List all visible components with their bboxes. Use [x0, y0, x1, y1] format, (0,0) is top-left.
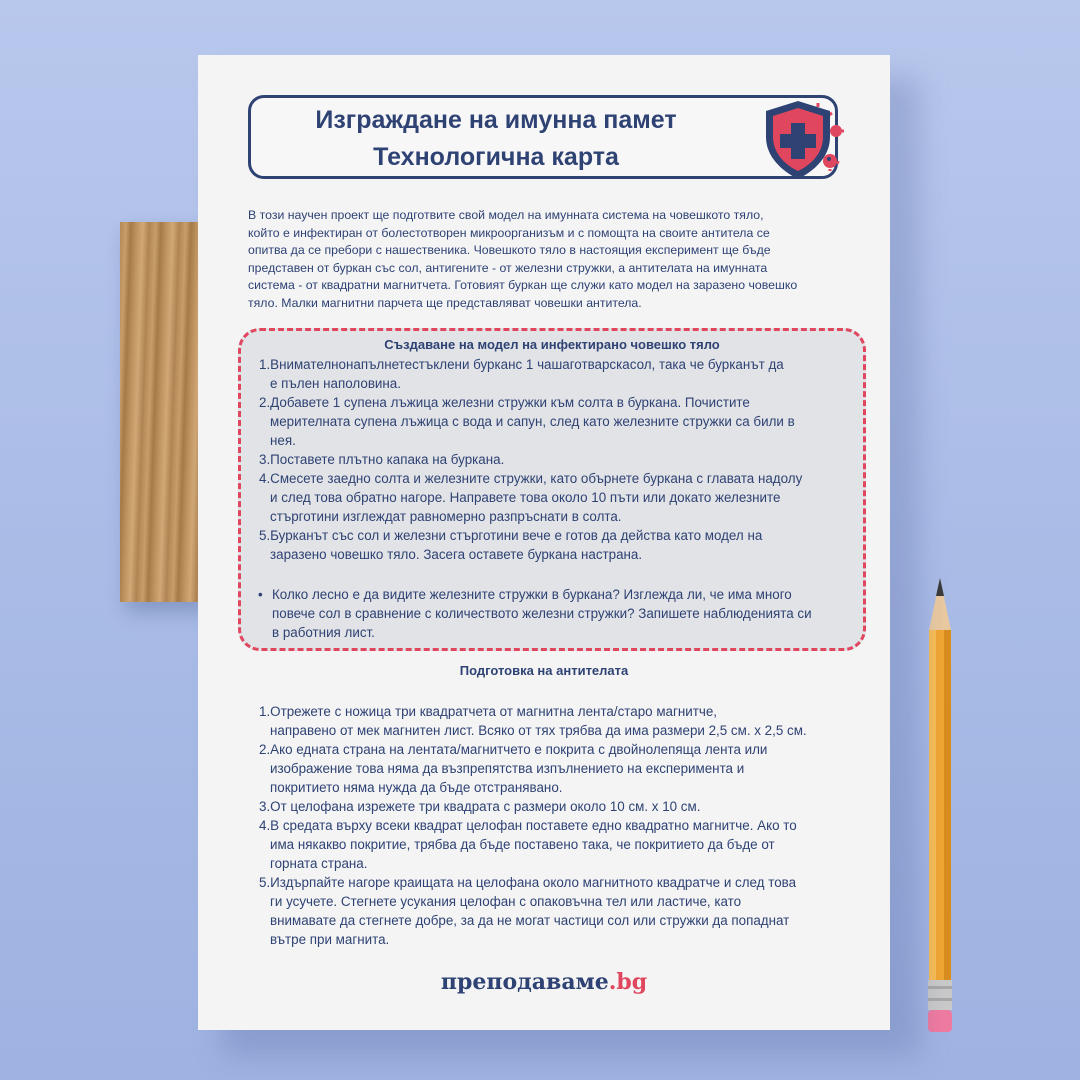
page-title: Изграждане на имунна памет	[315, 106, 677, 134]
step-line: има някакво покритие, трябва да бъде поставено така, че покритието да бъде от	[270, 837, 775, 852]
step-line: горната страна.	[270, 856, 368, 871]
intro-line: представен от буркан със сол, антигените - от железни стружки, а антителата на имунната	[248, 260, 768, 275]
step-line: 3.От целофана изрежете три квадрата с размери около 10 см. х 10 см.	[259, 799, 701, 814]
step-line: нея.	[270, 433, 296, 448]
question-line: Колко лесно е да видите железните стружки в буркана? Изглежда ли, че има много	[272, 587, 792, 602]
step-line: направено от мек магнитен лист. Всяко от тях трябва да има размери 2,5 см. х 2,5 см.	[270, 723, 807, 738]
pencil	[918, 578, 962, 1038]
intro-line: опитва да се пребори с нашественика. Човешкото тяло в настоящия експеримент ще бъде	[248, 243, 771, 258]
step-line: 5.Издърпайте нагоре краищата на целофана около магнитното квадратче и след това	[259, 875, 797, 890]
intro-line: който е инфектиран от болестотворен микроорганизъм и с помощта на своите антитела се	[248, 225, 770, 240]
worksheet-page	[198, 55, 890, 1030]
step-line: 2.Добавете 1 супена лъжица железни стружки към солта в буркана. Почистите	[259, 395, 750, 410]
title-box	[248, 95, 838, 179]
page-subtitle: Технологична карта	[373, 143, 619, 171]
step-line: заразено човешко тяло. Засега оставете буркана настрана.	[270, 547, 643, 562]
intro-line: система - от квадратни магнитчета. Готовият буркан ще служи като модел на заразено човешко	[248, 278, 798, 293]
step-line: внимавате да стегнете добре, за да не могат частици сол или стружки да попаднат	[270, 913, 790, 928]
step-line: покритието няма нужда да бъде отстранявано.	[270, 780, 563, 795]
step-line: 1.Отрежете с ножица три квадратчета от магнитна лента/старо магнитче,	[259, 704, 718, 719]
question-line: повече сол в сравнение с количеството железни стружки? Запишете наблюденията си	[272, 606, 812, 621]
section-title: Създаване на модел на инфектирано човешко тяло	[384, 337, 720, 352]
bullet-icon: •	[258, 587, 263, 602]
step-line: изображение това няма да възпрепятства изпълнението на експеримента и	[270, 761, 745, 776]
step-line: е пълен наполовина.	[270, 376, 401, 391]
step-line: ги усучете. Стегнете усукания целофан с опаковъчна тел или ластиче, като	[270, 894, 742, 909]
site-logo[interactable]	[198, 969, 890, 995]
logo-tld: .bg	[608, 969, 648, 995]
step-line: 3.Поставете плътно капака на буркана.	[259, 452, 505, 467]
intro-text	[248, 207, 848, 313]
step-line: 2.Ако едната страна на лентата/магнитчето е покрита с двойнолепяща лента или	[259, 742, 768, 757]
step-line: и след това обратно нагоре. Направете това около 10 пъти или докато железните	[270, 490, 781, 505]
section-title: Подготовка на антителата	[459, 663, 629, 678]
step-line: 4.В средата върху всеки квадрат целофан поставете едно квадратно магнитче. Ако то	[259, 818, 797, 833]
logo-name: преподаваме	[440, 969, 609, 995]
step-line: 1.Внимателнонапълнетестъклени бурканс 1 чашаготварскасол, така че бурканът да	[259, 357, 784, 372]
step-line: стърготини изглеждат равномерно разпръснати в солта.	[270, 509, 622, 524]
shield-virus-icon	[758, 93, 850, 185]
step-line: вътре при магнита.	[270, 932, 390, 947]
intro-line: В този научен проект ще подготвите свой модел на имунната система на човешкото тяло,	[248, 208, 764, 222]
step-line: мерителната супена лъжица с вода и сапун, след като железните стружки са били в	[270, 414, 795, 429]
step-line: 5.Бурканът със сол и железни стърготини вече е готов да действа като модел на	[259, 528, 763, 543]
intro-line: тяло. Малки магнитни парчета ще представляват човешки антитела.	[248, 295, 642, 310]
question-line: в работния лист.	[272, 625, 375, 640]
step-line: 4.Смесете заедно солта и железните стружки, като обърнете буркана с главата надолу	[259, 471, 803, 486]
wooden-block	[120, 222, 202, 602]
